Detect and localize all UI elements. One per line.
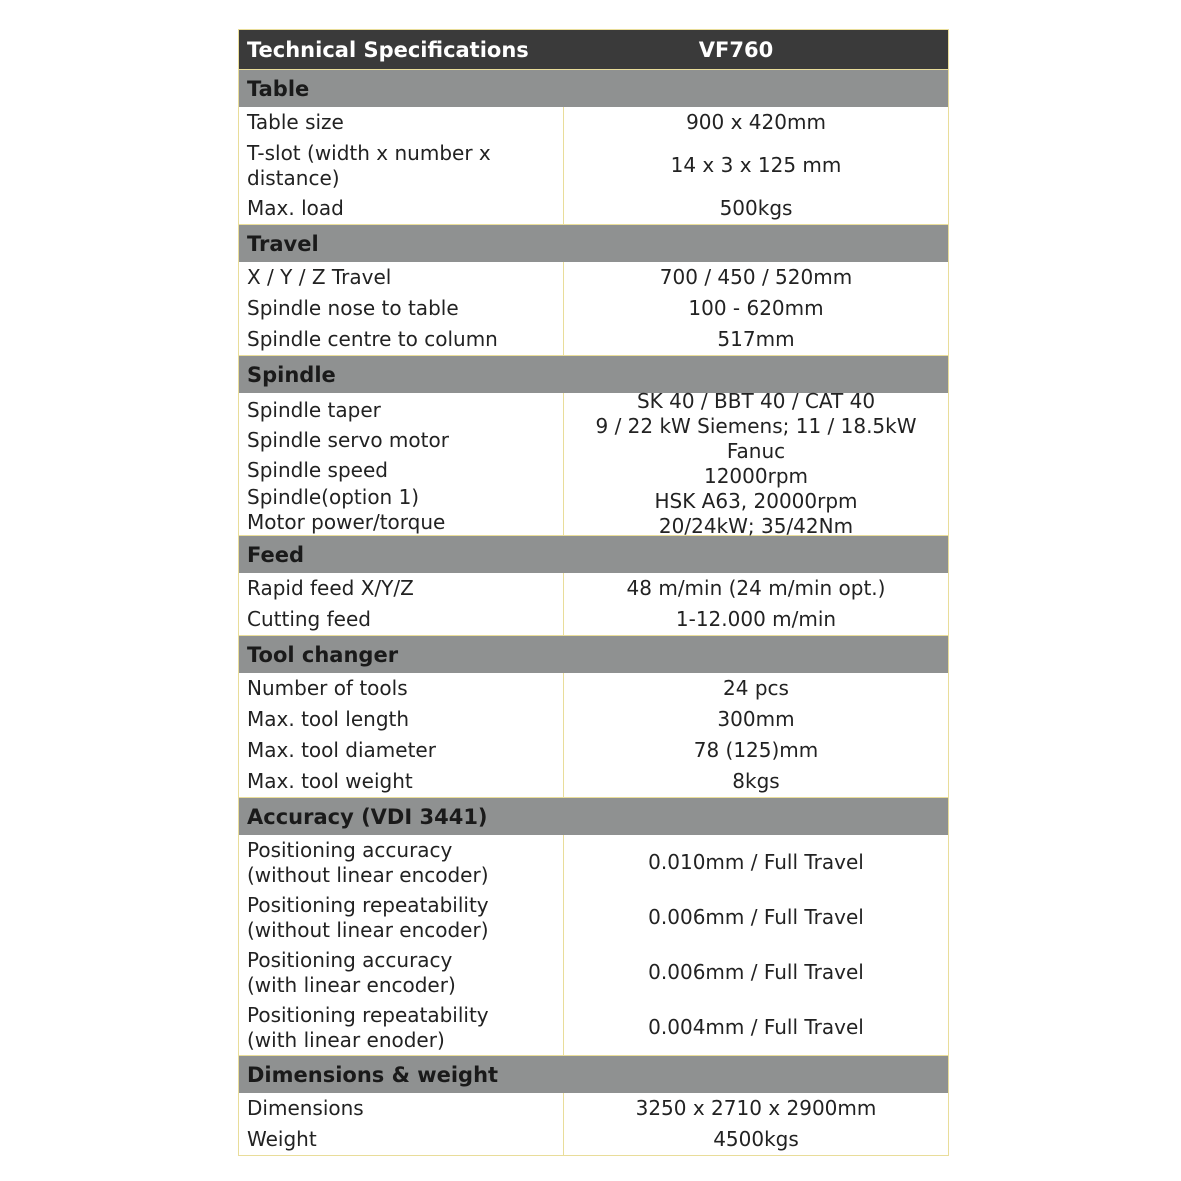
spec-table bbox=[238, 29, 949, 1156]
row-label: Spindle servo motor bbox=[247, 427, 449, 452]
row-label: X / Y / Z Travel bbox=[239, 262, 564, 293]
table-row bbox=[239, 1000, 948, 1055]
row-value: 700 / 450 / 520mm bbox=[659, 265, 853, 289]
table-row bbox=[239, 573, 948, 604]
row-label: Table size bbox=[239, 107, 564, 138]
table-row bbox=[239, 835, 948, 890]
row-label bbox=[239, 945, 564, 1000]
row-label bbox=[239, 890, 564, 945]
row-value: 0.006mm / Full Travel bbox=[648, 960, 864, 984]
spindle-block bbox=[239, 389, 948, 538]
table-row bbox=[239, 673, 948, 704]
row-value: 0.010mm / Full Travel bbox=[648, 850, 864, 874]
row-label: Spindle(option 1) bbox=[247, 485, 420, 509]
row-value: 3250 x 2710 x 2900mm bbox=[635, 1096, 877, 1120]
row-value: HSK A63, 20000rpm bbox=[654, 489, 858, 513]
row-value: 1-12.000 m/min bbox=[675, 607, 837, 631]
row-label: Spindle taper bbox=[247, 397, 381, 422]
row-label: Spindle speed bbox=[247, 457, 388, 482]
row-value: 9 / 22 kW Siemens; 11 / 18.5kW Fanuc bbox=[595, 414, 917, 463]
table-row bbox=[239, 604, 948, 635]
row-label-line: Positioning repeatability bbox=[247, 892, 489, 917]
row-value: 300mm bbox=[717, 707, 795, 731]
section-travel: Travel bbox=[239, 224, 948, 262]
table-row bbox=[239, 766, 948, 797]
row-label: Max. tool diameter bbox=[239, 735, 564, 766]
row-value: 500kgs bbox=[719, 196, 793, 220]
section-feed: Feed bbox=[239, 535, 948, 573]
row-label bbox=[239, 835, 564, 890]
table-row bbox=[239, 704, 948, 735]
row-value: 517mm bbox=[717, 327, 795, 351]
row-label: Dimensions bbox=[239, 1093, 564, 1124]
section-dimensions: Dimensions & weight bbox=[239, 1055, 948, 1093]
table-row bbox=[239, 945, 948, 1000]
table-row bbox=[239, 1124, 948, 1155]
spindle-labels bbox=[239, 393, 564, 535]
row-value: 24 pcs bbox=[723, 676, 789, 700]
row-value: 0.004mm / Full Travel bbox=[648, 1015, 864, 1039]
row-label: Cutting feed bbox=[239, 604, 564, 635]
row-label-line: T-slot (width x number x bbox=[247, 140, 491, 165]
row-label bbox=[239, 138, 564, 193]
section-tool-changer: Tool changer bbox=[239, 635, 948, 673]
row-label-line: (with linear enoder) bbox=[247, 1027, 445, 1052]
row-label-line: Positioning repeatability bbox=[247, 1002, 489, 1027]
spindle-values bbox=[564, 389, 948, 538]
row-value: 48 m/min (24 m/min opt.) bbox=[626, 576, 886, 600]
row-label: Spindle centre to column bbox=[239, 324, 564, 355]
row-value: 8kgs bbox=[732, 769, 780, 793]
row-value: 4500kgs bbox=[713, 1127, 799, 1151]
row-value: 100 - 620mm bbox=[688, 296, 824, 320]
row-label: Max. load bbox=[239, 193, 564, 224]
row-label bbox=[239, 1000, 564, 1055]
row-value: 78 (125)mm bbox=[693, 738, 819, 762]
row-label-line: (without linear encoder) bbox=[247, 862, 489, 887]
header-model: VF760 bbox=[698, 37, 774, 62]
row-label-line: distance) bbox=[247, 165, 340, 190]
header-title: Technical Specifications bbox=[247, 37, 529, 62]
table-header bbox=[239, 30, 948, 69]
row-label: Weight bbox=[239, 1124, 564, 1155]
row-value: 20/24kW; 35/42Nm bbox=[658, 514, 854, 538]
table-row bbox=[239, 890, 948, 945]
row-value: SK 40 / BBT 40 / CAT 40 bbox=[636, 389, 876, 413]
row-label-line: Positioning accuracy bbox=[247, 947, 453, 972]
row-label-line: Positioning accuracy bbox=[247, 837, 453, 862]
table-row bbox=[239, 138, 948, 193]
row-label: Number of tools bbox=[239, 673, 564, 704]
row-label-line: (with linear encoder) bbox=[247, 972, 456, 997]
table-row bbox=[239, 262, 948, 293]
row-value: 900 x 420mm bbox=[686, 110, 826, 134]
row-label: Motor power/torque bbox=[247, 510, 446, 534]
row-label: Max. tool length bbox=[239, 704, 564, 735]
row-label: Spindle nose to table bbox=[239, 293, 564, 324]
row-label-line: (without linear encoder) bbox=[247, 917, 489, 942]
section-spindle: Spindle bbox=[239, 355, 948, 393]
table-row bbox=[239, 735, 948, 766]
table-row bbox=[239, 324, 948, 355]
row-value: 0.006mm / Full Travel bbox=[648, 905, 864, 929]
section-accuracy: Accuracy (VDI 3441) bbox=[239, 797, 948, 835]
table-row bbox=[239, 1093, 948, 1124]
row-label: Rapid feed X/Y/Z bbox=[239, 573, 564, 604]
table-row bbox=[239, 293, 948, 324]
table-row bbox=[239, 107, 948, 138]
row-label: Max. tool weight bbox=[239, 766, 564, 797]
row-value: 12000rpm bbox=[703, 464, 809, 488]
table-row bbox=[239, 193, 948, 224]
row-value: 14 x 3 x 125 mm bbox=[670, 153, 842, 177]
section-table: Table bbox=[239, 69, 948, 107]
